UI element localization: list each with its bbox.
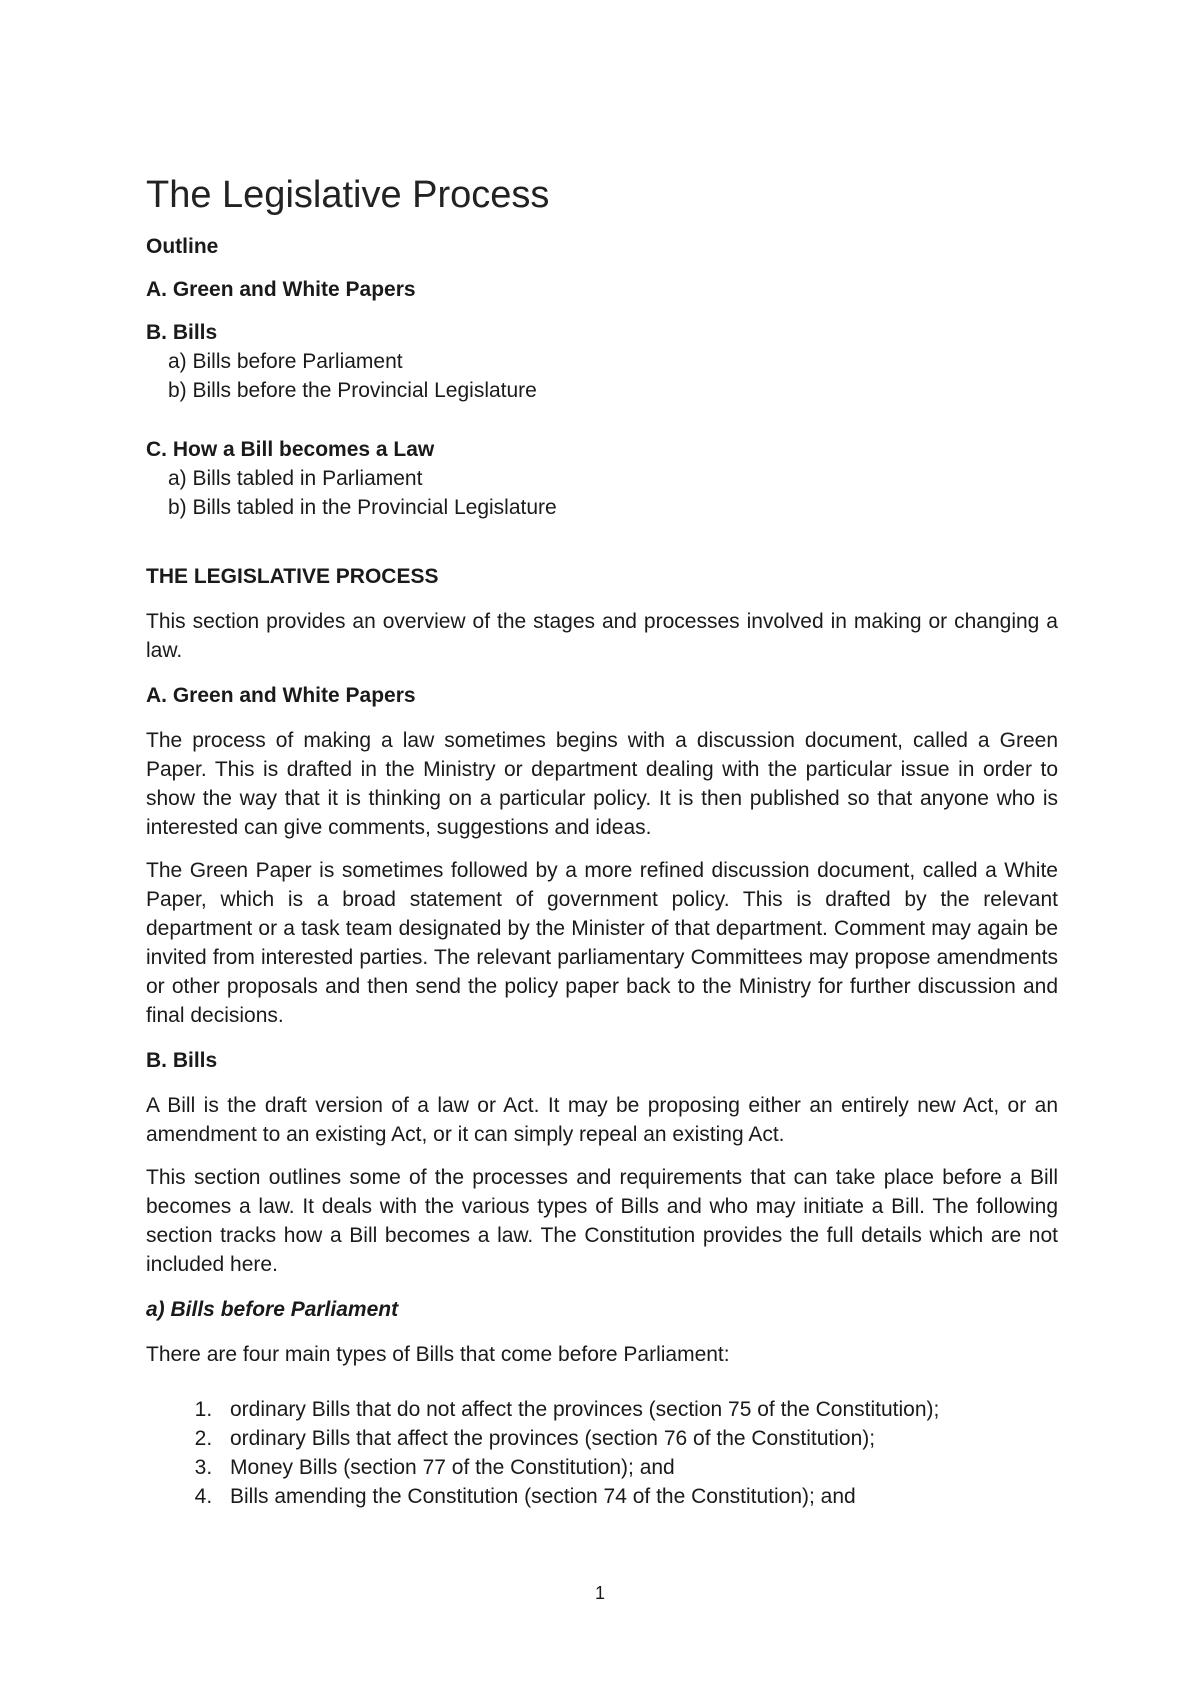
- outline-item-b: B. Bills: [146, 321, 218, 344]
- list-item: 3. Money Bills (section 77 of the Constitution); and: [218, 1453, 1058, 1482]
- section-heading: THE LEGISLATIVE PROCESS: [146, 565, 439, 588]
- body-paragraph: The process of making a law sometimes begins with a discussion document, called a Green Paper. This is drafted in the Ministry or department dealing with the particular issue in order to show the way that it is thinking on a particular policy. It is then published so that anyone who is interested can give comments, suggestions and ideas.: [146, 729, 1058, 839]
- list-item: 2. ordinary Bills that affect the provinces (section 76 of the Constitution);: [218, 1424, 1058, 1453]
- outline-subitem: b) Bills before the Provincial Legislature: [168, 379, 537, 402]
- list-item: 4. Bills amending the Constitution (section 74 of the Constitution); and: [218, 1482, 1058, 1511]
- outline-subitem: a) Bills before Parliament: [168, 350, 403, 373]
- bills-heading: B. Bills: [146, 1049, 218, 1072]
- outline-subitem: b) Bills tabled in the Provincial Legislature: [168, 496, 557, 519]
- intro-paragraph: This section provides an overview of the stages and processes involved in making or changing a law.: [146, 610, 1058, 662]
- document-page: [146, 172, 1058, 1511]
- outline-item-a: A. Green and White Papers: [146, 278, 416, 301]
- green-white-heading: A. Green and White Papers: [146, 684, 416, 707]
- outline-subitem: a) Bills tabled in Parliament: [168, 467, 423, 490]
- body-paragraph: The Green Paper is sometimes followed by a more refined discussion document, called a White Paper, which is a broad statement of government policy. This is drafted by the relevant department or a task team designated by the Minister of that department. Comment may again be invited from interested parties. The relevant parliamentary Committees may propose amendments or other proposals and then send the policy paper back to the Ministry for further discussion and final decisions.: [146, 859, 1058, 1027]
- types-intro: There are four main types of Bills that come before Parliament:: [146, 1343, 730, 1366]
- outline-heading: Outline: [146, 235, 219, 258]
- page-number: 1: [594, 1583, 605, 1603]
- page-title: The Legislative Process: [146, 174, 550, 216]
- body-paragraph: This section outlines some of the processes and requirements that can take place before a Bill becomes a law. It deals with the various types of Bills and who may initiate a Bill. The following section tracks how a Bill becomes a law. The Constitution provides the full details which are not included here.: [146, 1166, 1058, 1276]
- list-item: 1. ordinary Bills that do not affect the provinces (section 75 of the Constitution);: [218, 1395, 1058, 1424]
- bills-subheading: a) Bills before Parliament: [146, 1298, 399, 1321]
- outline: [146, 232, 1058, 522]
- bill-types-list: [146, 1395, 1058, 1511]
- body-paragraph: A Bill is the draft version of a law or Act. It may be proposing either an entirely new Act, or an amendment to an existing Act, or it can simply repeal an existing Act.: [146, 1094, 1058, 1146]
- outline-item-c: C. How a Bill becomes a Law: [146, 438, 435, 461]
